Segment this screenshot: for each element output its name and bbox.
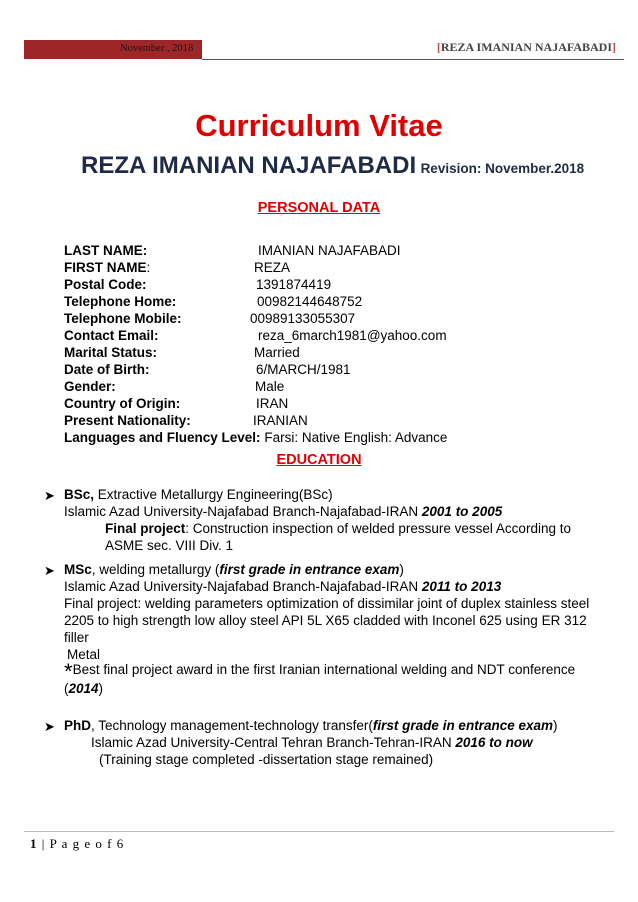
phd-note-line: (Training stage completed -dissertation stage remained) — [99, 752, 434, 767]
msc-project-line-2: 2205 to high strength low alloy steel API 5L X65 cladded with Inconel 625 using ER 312 — [64, 613, 587, 628]
phd-university-line: Islamic Azad University-Central Tehran Branch-Tehran-IRAN 2016 to now — [91, 735, 533, 750]
document-title: Curriculum Vitae — [195, 108, 443, 143]
arrow-bullet-icon: ➤ — [44, 719, 55, 734]
header-date: November , 2018 — [120, 43, 194, 54]
bsc-degree-line: BSc, Extractive Metallurgy Engineering(BSc) — [64, 487, 333, 502]
header-rule — [202, 59, 624, 60]
msc-award-line: *Best final project award in the first Iranian international welding and NDT conference — [64, 659, 576, 684]
revision-label: Revision: November.2018 — [420, 161, 585, 176]
pd-row-languages: Languages and Fluency Level: Farsi: Native English: Advance — [64, 430, 448, 445]
msc-award-year: (2014) — [64, 681, 104, 696]
header-date-band — [24, 40, 202, 59]
msc-university-line: Islamic Azad University-Najafabad Branch-Najafabad-IRAN 2011 to 2013 — [64, 579, 502, 594]
bsc-project-line-2: ASME sec. VIII Div. 1 — [105, 538, 234, 553]
bsc-project-line: Final project: Construction inspection of welded pressure vessel According to — [105, 521, 571, 536]
arrow-bullet-icon: ➤ — [44, 488, 55, 503]
msc-project-line-3: filler — [64, 630, 89, 645]
msc-degree-line: MSc, welding metallurgy (first grade in entrance exam) — [64, 562, 404, 577]
education-heading: EDUCATION — [276, 452, 362, 468]
header-name: [REZA IMANIAN NAJAFABADI] — [436, 40, 616, 54]
bsc-university-line: Islamic Azad University-Najafabad Branch-Najafabad-IRAN 2001 to 2005 — [64, 504, 503, 519]
msc-project-line-4: Metal — [67, 647, 101, 662]
phd-degree-line: PhD, Technology management-technology transfer(first grade in entrance exam) — [64, 718, 558, 733]
asterisk-icon: * — [64, 659, 73, 684]
personal-data-heading: PERSONAL DATA — [257, 200, 381, 216]
page-footer: 1 | P a g e o f 6 — [30, 836, 125, 851]
footer-rule — [24, 831, 614, 832]
arrow-bullet-icon: ➤ — [44, 563, 55, 578]
msc-project-line-1: Final project: welding parameters optimization of dissimilar joint of duplex stainless steel — [64, 596, 590, 611]
candidate-name: REZA IMANIAN NAJAFABADI — [81, 152, 417, 179]
name-line — [81, 152, 584, 180]
